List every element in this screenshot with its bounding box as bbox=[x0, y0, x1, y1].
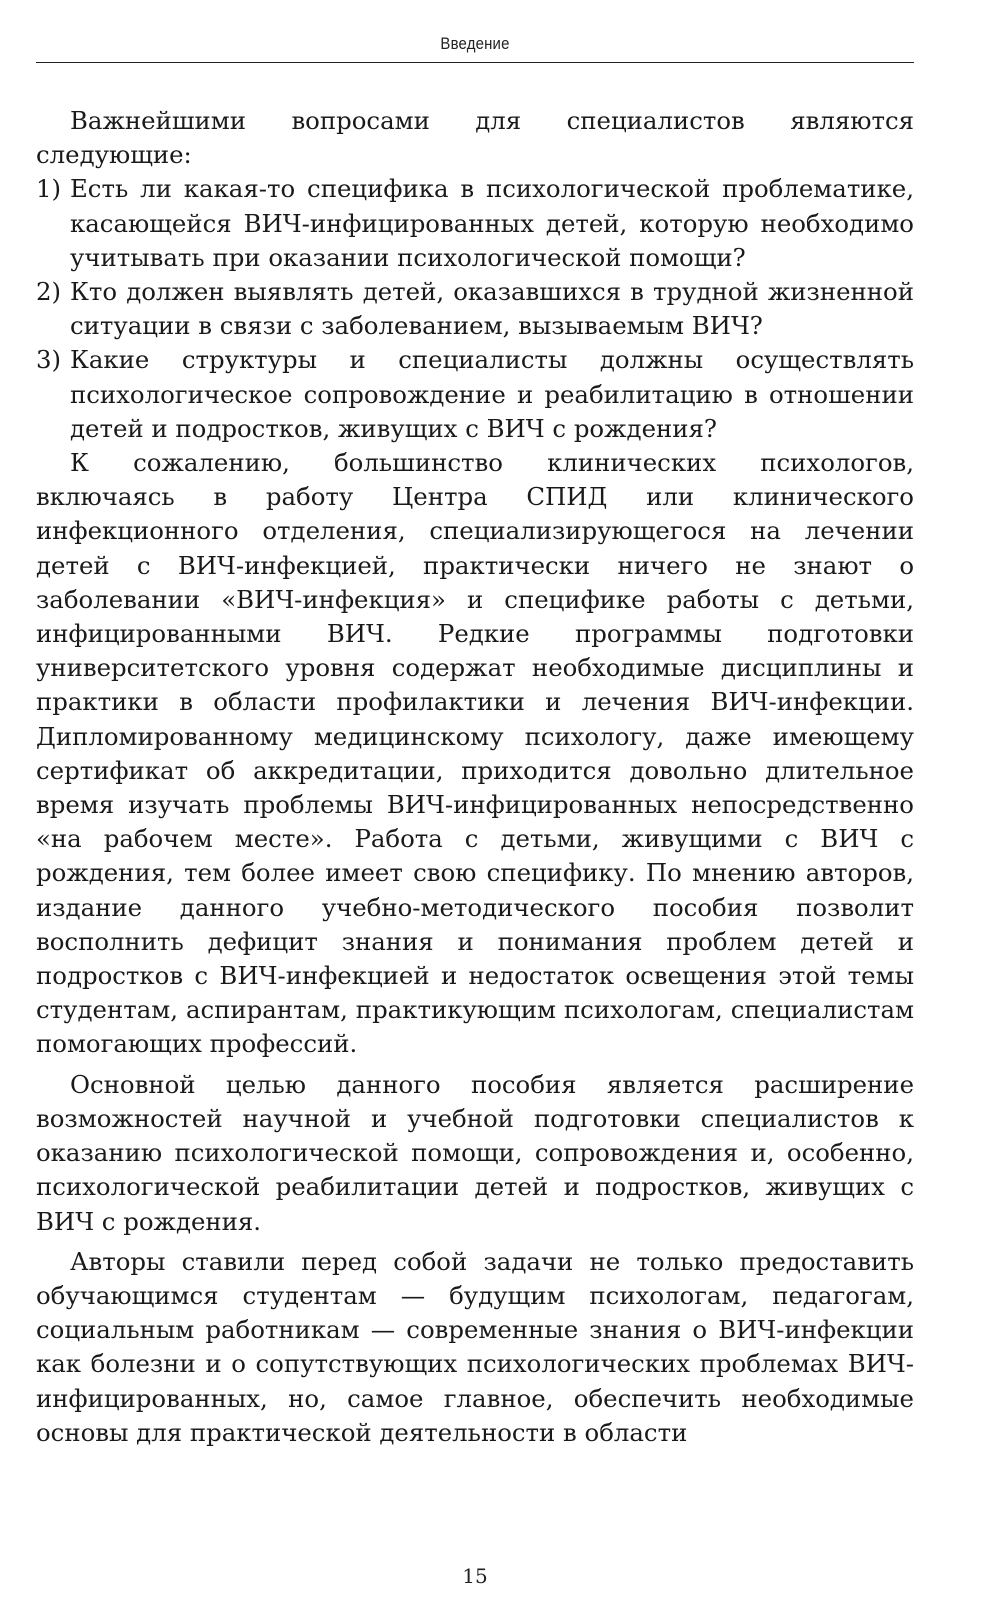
list-text: Есть ли какая-то специфика в психологической проблематике, касающейся ВИЧ-инфицированных детей, которую необходимо учитывать при оказании психологической помощи? bbox=[70, 174, 914, 272]
header-rule bbox=[36, 62, 914, 63]
paragraph-authors-tasks: Авторы ставили перед собой задачи не только предоставить обучающимся студентам — будущим психологам, педагогам, социальным работникам — современные знания о ВИЧ-инфекции как болезни и о сопутствующих психологических проблемах ВИЧ-инфицированных, но, самое главное, обеспечить необходимые основы для практической деятельности в области bbox=[36, 1246, 914, 1447]
list-text: Какие структуры и специалисты должны осуществлять психологическое сопровождение и реабилитацию в отношении детей и подростков, живущих с ВИЧ с рождения? bbox=[70, 345, 914, 443]
intro-paragraph: Важнейшими вопросами для специалистов являются следующие: bbox=[36, 106, 914, 170]
running-header: Введение bbox=[440, 34, 510, 53]
page-body bbox=[36, 104, 914, 1450]
list-number: 2) bbox=[36, 277, 62, 307]
page-number: 15 bbox=[462, 1564, 488, 1588]
paragraph-main-goal: Основной целью данного пособия является расширение возможностей научной и учебной подготовки специалистов к оказанию психологической помощи, сопровождения и, особенно, психологической реабилитации детей и подростков, живущих с ВИЧ с рождения. bbox=[36, 1069, 914, 1236]
questions-list bbox=[36, 172, 914, 446]
list-item bbox=[36, 343, 914, 446]
paragraph-clinical-psychologists: К сожалению, большинство клинических психологов, включаясь в работу Центра СПИД или клинического инфекционного отделения, специализирующегося на лечении детей с ВИЧ-инфекцией, практически ничего не знают о заболевании «ВИЧ-инфекция» и специфике работы с детьми, инфицированными ВИЧ. Редкие программы подготовки университетского уровня содержат необходимые дисциплины и практики в области профилактики и лечения ВИЧ-инфекции. Дипломированному медицинскому психологу, даже имеющему сертификат об аккредитации, приходится довольно длительное время изучать проблемы ВИЧ-инфицированных непосредственно «на рабочем месте». Работа с детьми, живущими с ВИЧ с рождения, тем более имеет свою специфику. По мнению авторов, издание данного учебно-методического пособия позволит восполнить дефицит знания и понимания проблем детей и подростков с ВИЧ-инфекцией и недостаток освещения этой темы студентам, аспирантам, практикующим психологам, специалистам помогающих профессий. bbox=[36, 448, 914, 1059]
list-number: 3) bbox=[36, 345, 62, 375]
list-text: Кто должен выявлять детей, оказавшихся в трудной жизненной ситуации в связи с заболеванием, вызываемым ВИЧ? bbox=[70, 277, 914, 341]
list-item bbox=[36, 275, 914, 343]
list-number: 1) bbox=[36, 174, 62, 204]
list-item bbox=[36, 172, 914, 275]
